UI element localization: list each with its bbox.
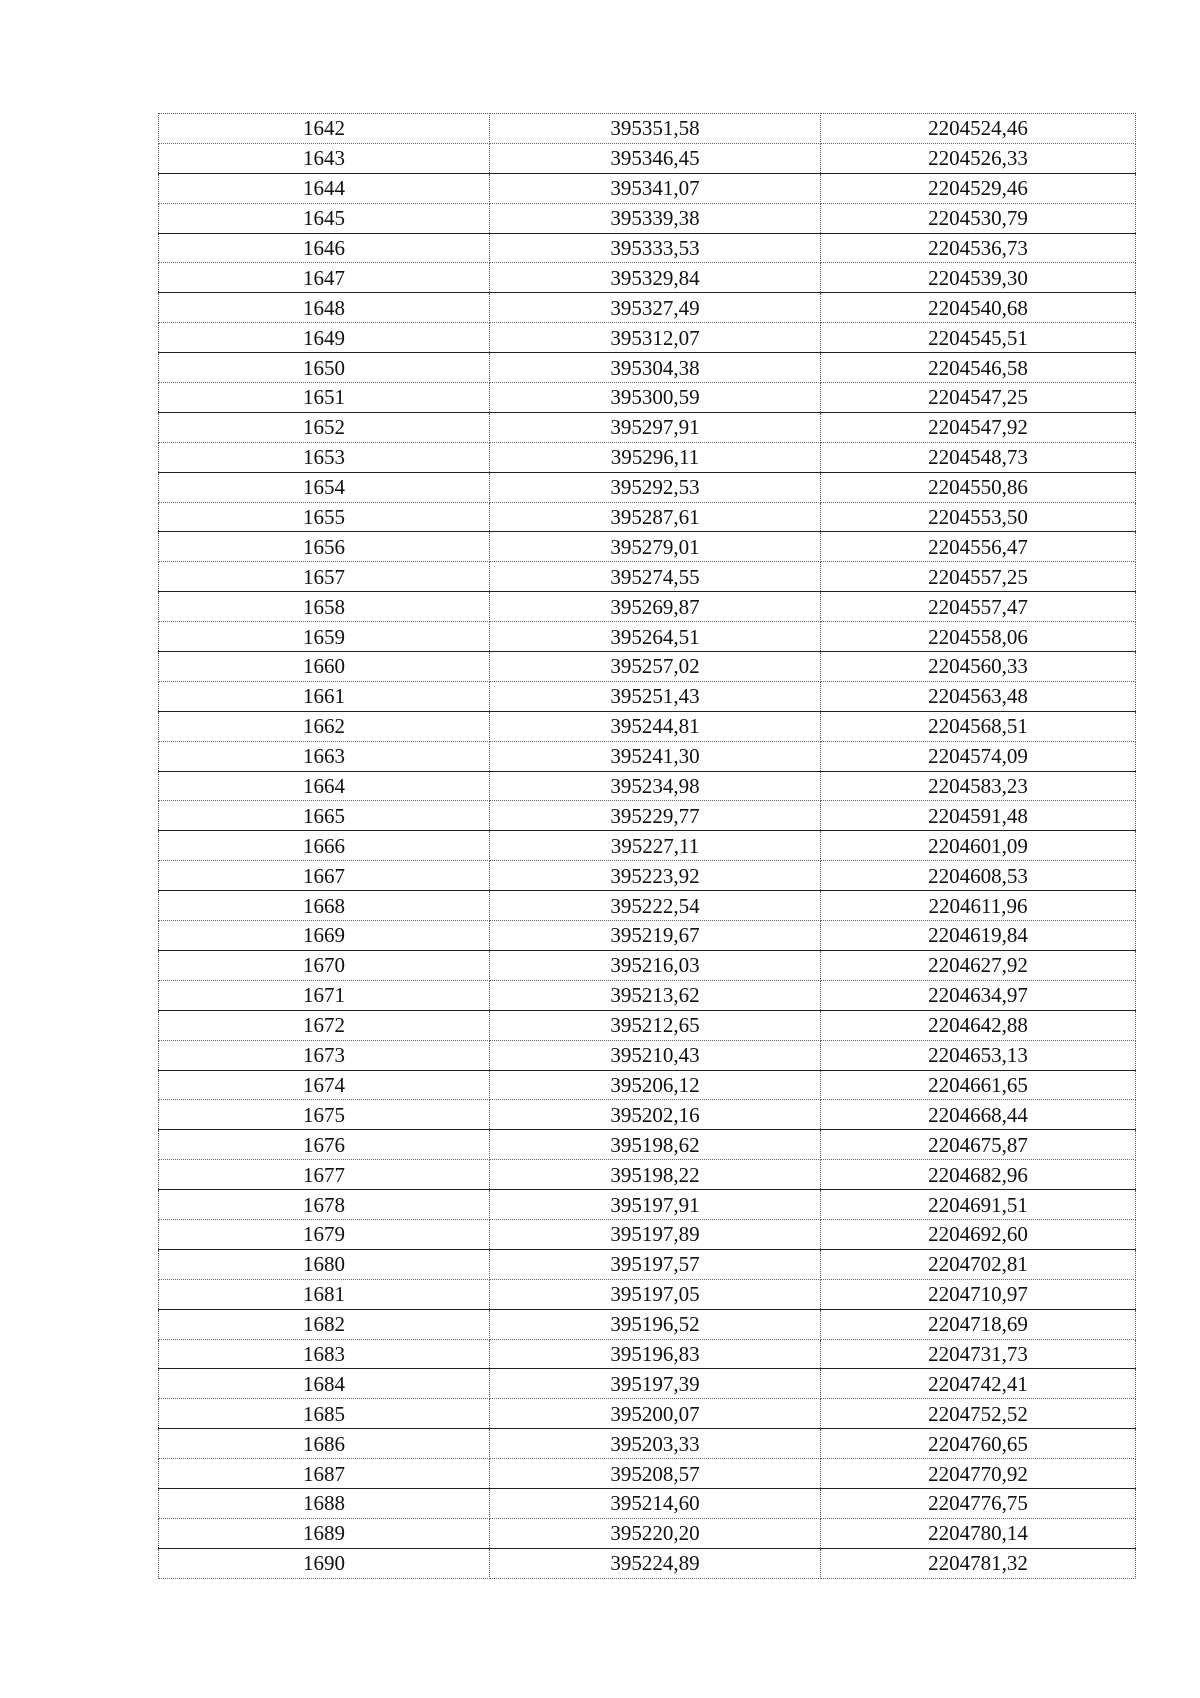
- point-number-cell: 1652: [159, 412, 490, 442]
- y-coordinate-cell: 2204563,48: [821, 681, 1136, 711]
- table-row: [159, 1100, 1136, 1130]
- point-number-cell: 1666: [159, 831, 490, 861]
- y-coordinate-cell: 2204548,73: [821, 442, 1136, 472]
- point-number-cell: 1657: [159, 562, 490, 592]
- x-coordinate-cell: 395197,89: [490, 1219, 821, 1249]
- point-number-cell: 1684: [159, 1369, 490, 1399]
- table-row: [159, 1190, 1136, 1220]
- y-coordinate-cell: 2204668,44: [821, 1100, 1136, 1130]
- point-number-cell: 1649: [159, 323, 490, 353]
- table-row: [159, 1040, 1136, 1070]
- table-row: [159, 353, 1136, 383]
- y-coordinate-cell: 2204702,81: [821, 1249, 1136, 1279]
- y-coordinate-cell: 2204591,48: [821, 801, 1136, 831]
- table-row: [159, 1459, 1136, 1489]
- y-coordinate-cell: 2204692,60: [821, 1219, 1136, 1249]
- table-row: [159, 711, 1136, 741]
- x-coordinate-cell: 395197,39: [490, 1369, 821, 1399]
- table-row: [159, 980, 1136, 1010]
- point-number-cell: 1642: [159, 114, 490, 144]
- point-number-cell: 1644: [159, 173, 490, 203]
- point-number-cell: 1662: [159, 711, 490, 741]
- x-coordinate-cell: 395292,53: [490, 472, 821, 502]
- table-row: [159, 114, 1136, 144]
- y-coordinate-cell: 2204780,14: [821, 1518, 1136, 1548]
- table-row: [159, 921, 1136, 951]
- y-coordinate-cell: 2204642,88: [821, 1010, 1136, 1040]
- y-coordinate-cell: 2204568,51: [821, 711, 1136, 741]
- x-coordinate-cell: 395297,91: [490, 412, 821, 442]
- x-coordinate-cell: 395224,89: [490, 1548, 821, 1578]
- table-row: [159, 143, 1136, 173]
- table-row: [159, 203, 1136, 233]
- x-coordinate-cell: 395223,92: [490, 861, 821, 891]
- y-coordinate-cell: 2204526,33: [821, 143, 1136, 173]
- y-coordinate-cell: 2204608,53: [821, 861, 1136, 891]
- point-number-cell: 1682: [159, 1309, 490, 1339]
- table-row: [159, 1339, 1136, 1369]
- table-row: [159, 1219, 1136, 1249]
- y-coordinate-cell: 2204547,92: [821, 412, 1136, 442]
- y-coordinate-cell: 2204539,30: [821, 263, 1136, 293]
- point-number-cell: 1664: [159, 771, 490, 801]
- point-number-cell: 1675: [159, 1100, 490, 1130]
- y-coordinate-cell: 2204545,51: [821, 323, 1136, 353]
- x-coordinate-cell: 395196,83: [490, 1339, 821, 1369]
- table-row: [159, 293, 1136, 323]
- x-coordinate-cell: 395220,20: [490, 1518, 821, 1548]
- point-number-cell: 1683: [159, 1339, 490, 1369]
- x-coordinate-cell: 395351,58: [490, 114, 821, 144]
- table-row: [159, 263, 1136, 293]
- x-coordinate-cell: 395333,53: [490, 233, 821, 263]
- y-coordinate-cell: 2204611,96: [821, 891, 1136, 921]
- table-row: [159, 1010, 1136, 1040]
- point-number-cell: 1646: [159, 233, 490, 263]
- table-row: [159, 1160, 1136, 1190]
- table-row: [159, 173, 1136, 203]
- point-number-cell: 1667: [159, 861, 490, 891]
- table-row: [159, 472, 1136, 502]
- table-row: [159, 771, 1136, 801]
- y-coordinate-cell: 2204742,41: [821, 1369, 1136, 1399]
- x-coordinate-cell: 395339,38: [490, 203, 821, 233]
- x-coordinate-cell: 395200,07: [490, 1399, 821, 1429]
- table-row: [159, 592, 1136, 622]
- table-row: [159, 1070, 1136, 1100]
- y-coordinate-cell: 2204574,09: [821, 741, 1136, 771]
- point-number-cell: 1688: [159, 1488, 490, 1518]
- point-number-cell: 1647: [159, 263, 490, 293]
- point-number-cell: 1651: [159, 383, 490, 413]
- x-coordinate-cell: 395219,67: [490, 921, 821, 951]
- point-number-cell: 1669: [159, 921, 490, 951]
- y-coordinate-cell: 2204560,33: [821, 652, 1136, 682]
- table-row: [159, 502, 1136, 532]
- y-coordinate-cell: 2204524,46: [821, 114, 1136, 144]
- x-coordinate-cell: 395251,43: [490, 681, 821, 711]
- x-coordinate-cell: 395327,49: [490, 293, 821, 323]
- y-coordinate-cell: 2204546,58: [821, 353, 1136, 383]
- table-row: [159, 1369, 1136, 1399]
- y-coordinate-cell: 2204675,87: [821, 1130, 1136, 1160]
- x-coordinate-cell: 395208,57: [490, 1459, 821, 1489]
- x-coordinate-cell: 395241,30: [490, 741, 821, 771]
- x-coordinate-cell: 395212,65: [490, 1010, 821, 1040]
- y-coordinate-cell: 2204752,52: [821, 1399, 1136, 1429]
- x-coordinate-cell: 395203,33: [490, 1429, 821, 1459]
- table-row: [159, 532, 1136, 562]
- coordinates-table: [158, 113, 1136, 1579]
- y-coordinate-cell: 2204550,86: [821, 472, 1136, 502]
- point-number-cell: 1689: [159, 1518, 490, 1548]
- y-coordinate-cell: 2204556,47: [821, 532, 1136, 562]
- point-number-cell: 1653: [159, 442, 490, 472]
- table-row: [159, 1429, 1136, 1459]
- y-coordinate-cell: 2204718,69: [821, 1309, 1136, 1339]
- table-row: [159, 1130, 1136, 1160]
- table-row: [159, 861, 1136, 891]
- point-number-cell: 1687: [159, 1459, 490, 1489]
- table-row: [159, 950, 1136, 980]
- x-coordinate-cell: 395257,02: [490, 652, 821, 682]
- point-number-cell: 1658: [159, 592, 490, 622]
- y-coordinate-cell: 2204627,92: [821, 950, 1136, 980]
- point-number-cell: 1643: [159, 143, 490, 173]
- x-coordinate-cell: 395346,45: [490, 143, 821, 173]
- table-row: [159, 1518, 1136, 1548]
- table-row: [159, 831, 1136, 861]
- x-coordinate-cell: 395329,84: [490, 263, 821, 293]
- x-coordinate-cell: 395222,54: [490, 891, 821, 921]
- x-coordinate-cell: 395229,77: [490, 801, 821, 831]
- point-number-cell: 1671: [159, 980, 490, 1010]
- x-coordinate-cell: 395279,01: [490, 532, 821, 562]
- x-coordinate-cell: 395214,60: [490, 1488, 821, 1518]
- table-row: [159, 652, 1136, 682]
- table-row: [159, 801, 1136, 831]
- y-coordinate-cell: 2204653,13: [821, 1040, 1136, 1070]
- y-coordinate-cell: 2204619,84: [821, 921, 1136, 951]
- point-number-cell: 1655: [159, 502, 490, 532]
- point-number-cell: 1690: [159, 1548, 490, 1578]
- y-coordinate-cell: 2204781,32: [821, 1548, 1136, 1578]
- point-number-cell: 1661: [159, 681, 490, 711]
- table-row: [159, 1548, 1136, 1578]
- y-coordinate-cell: 2204558,06: [821, 622, 1136, 652]
- y-coordinate-cell: 2204553,50: [821, 502, 1136, 532]
- x-coordinate-cell: 395198,22: [490, 1160, 821, 1190]
- x-coordinate-cell: 395300,59: [490, 383, 821, 413]
- point-number-cell: 1670: [159, 950, 490, 980]
- table-row: [159, 1399, 1136, 1429]
- x-coordinate-cell: 395244,81: [490, 711, 821, 741]
- x-coordinate-cell: 395216,03: [490, 950, 821, 980]
- y-coordinate-cell: 2204682,96: [821, 1160, 1136, 1190]
- point-number-cell: 1650: [159, 353, 490, 383]
- y-coordinate-cell: 2204760,65: [821, 1429, 1136, 1459]
- x-coordinate-cell: 395312,07: [490, 323, 821, 353]
- x-coordinate-cell: 395206,12: [490, 1070, 821, 1100]
- point-number-cell: 1656: [159, 532, 490, 562]
- y-coordinate-cell: 2204529,46: [821, 173, 1136, 203]
- y-coordinate-cell: 2204583,23: [821, 771, 1136, 801]
- x-coordinate-cell: 395213,62: [490, 980, 821, 1010]
- y-coordinate-cell: 2204557,25: [821, 562, 1136, 592]
- table-row: [159, 562, 1136, 592]
- x-coordinate-cell: 395287,61: [490, 502, 821, 532]
- table-row: [159, 1279, 1136, 1309]
- y-coordinate-cell: 2204770,92: [821, 1459, 1136, 1489]
- x-coordinate-cell: 395197,91: [490, 1190, 821, 1220]
- x-coordinate-cell: 395274,55: [490, 562, 821, 592]
- point-number-cell: 1663: [159, 741, 490, 771]
- x-coordinate-cell: 395198,62: [490, 1130, 821, 1160]
- table-row: [159, 383, 1136, 413]
- table-row: [159, 233, 1136, 263]
- x-coordinate-cell: 395234,98: [490, 771, 821, 801]
- point-number-cell: 1659: [159, 622, 490, 652]
- x-coordinate-cell: 395210,43: [490, 1040, 821, 1070]
- coordinates-table-body: [159, 114, 1136, 1579]
- table-row: [159, 1249, 1136, 1279]
- x-coordinate-cell: 395197,57: [490, 1249, 821, 1279]
- y-coordinate-cell: 2204691,51: [821, 1190, 1136, 1220]
- x-coordinate-cell: 395269,87: [490, 592, 821, 622]
- y-coordinate-cell: 2204557,47: [821, 592, 1136, 622]
- point-number-cell: 1654: [159, 472, 490, 502]
- table-row: [159, 1488, 1136, 1518]
- point-number-cell: 1665: [159, 801, 490, 831]
- point-number-cell: 1679: [159, 1219, 490, 1249]
- point-number-cell: 1660: [159, 652, 490, 682]
- point-number-cell: 1676: [159, 1130, 490, 1160]
- table-row: [159, 1309, 1136, 1339]
- y-coordinate-cell: 2204634,97: [821, 980, 1136, 1010]
- point-number-cell: 1680: [159, 1249, 490, 1279]
- x-coordinate-cell: 395227,11: [490, 831, 821, 861]
- table-row: [159, 412, 1136, 442]
- x-coordinate-cell: 395296,11: [490, 442, 821, 472]
- point-number-cell: 1686: [159, 1429, 490, 1459]
- table-row: [159, 323, 1136, 353]
- x-coordinate-cell: 395196,52: [490, 1309, 821, 1339]
- point-number-cell: 1673: [159, 1040, 490, 1070]
- x-coordinate-cell: 395264,51: [490, 622, 821, 652]
- point-number-cell: 1677: [159, 1160, 490, 1190]
- x-coordinate-cell: 395197,05: [490, 1279, 821, 1309]
- x-coordinate-cell: 395304,38: [490, 353, 821, 383]
- table-row: [159, 622, 1136, 652]
- x-coordinate-cell: 395202,16: [490, 1100, 821, 1130]
- y-coordinate-cell: 2204731,73: [821, 1339, 1136, 1369]
- y-coordinate-cell: 2204536,73: [821, 233, 1136, 263]
- point-number-cell: 1648: [159, 293, 490, 323]
- x-coordinate-cell: 395341,07: [490, 173, 821, 203]
- point-number-cell: 1645: [159, 203, 490, 233]
- y-coordinate-cell: 2204547,25: [821, 383, 1136, 413]
- point-number-cell: 1685: [159, 1399, 490, 1429]
- y-coordinate-cell: 2204540,68: [821, 293, 1136, 323]
- y-coordinate-cell: 2204530,79: [821, 203, 1136, 233]
- point-number-cell: 1674: [159, 1070, 490, 1100]
- point-number-cell: 1681: [159, 1279, 490, 1309]
- table-row: [159, 442, 1136, 472]
- table-row: [159, 741, 1136, 771]
- point-number-cell: 1678: [159, 1190, 490, 1220]
- y-coordinate-cell: 2204601,09: [821, 831, 1136, 861]
- table-row: [159, 891, 1136, 921]
- point-number-cell: 1672: [159, 1010, 490, 1040]
- y-coordinate-cell: 2204661,65: [821, 1070, 1136, 1100]
- y-coordinate-cell: 2204776,75: [821, 1488, 1136, 1518]
- table-row: [159, 681, 1136, 711]
- y-coordinate-cell: 2204710,97: [821, 1279, 1136, 1309]
- point-number-cell: 1668: [159, 891, 490, 921]
